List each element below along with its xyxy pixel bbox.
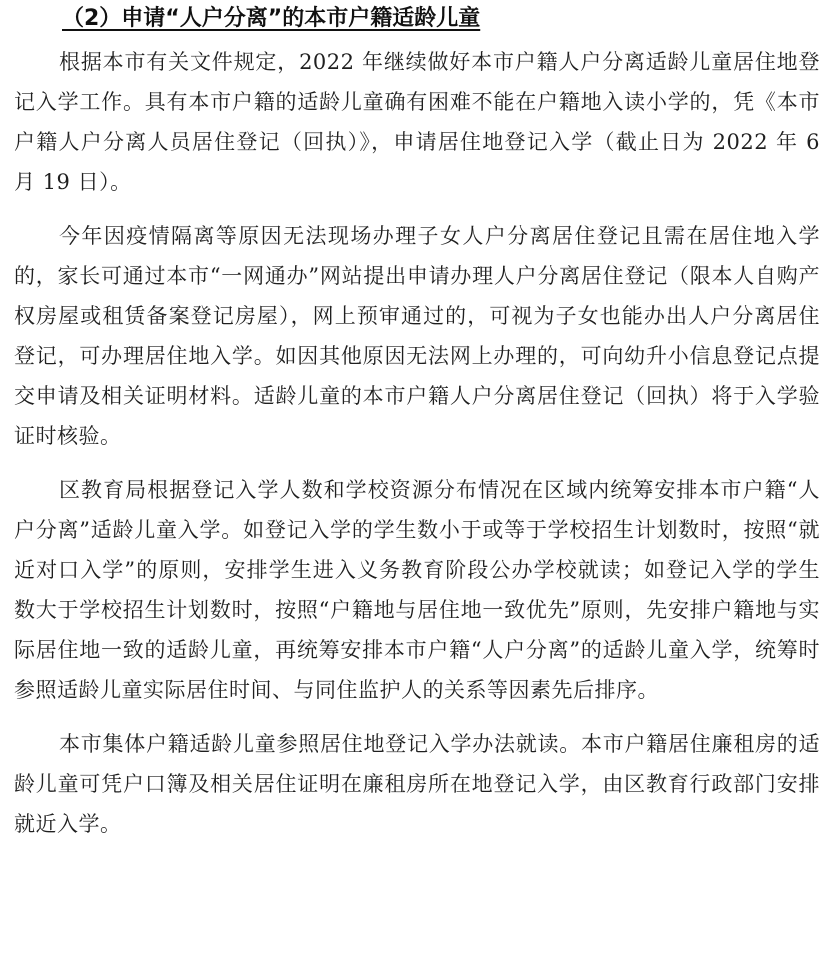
paragraph-collective-household: 本市集体户籍适龄儿童参照居住地登记入学办法就读。本市户籍居住廉租房的适龄儿童可凭户口簿及相关居住证明在廉租房所在地登记入学，由区教育行政部门安排就近入学。 [14,732,820,836]
paragraph-registration-rules: 根据本市有关文件规定，2022 年继续做好本市户籍人户分离适龄儿童居住地登记入学工作。具有本市户籍的适龄儿童确有困难不能在户籍地入读小学的，凭《本市户籍人户分离人员居住登记（回执）》，申请居住地登记入学（截止日为 2022 年 6 月 19 日）。 [14,50,820,194]
paragraph-online-application: 今年因疫情隔离等原因无法现场办理子女人户分离居住登记且需在居住地入学的，家长可通过本市“一网通办”网站提出申请办理人户分离居住登记（限本人自购产权房屋或租赁备案登记房屋），网上预审通过的，可视为子女也能办出人户分离居住登记，可办理居住地入学。如因其他原因无法网上办理的，可向幼升小信息登记点提交申请及相关证明材料。适龄儿童的本市户籍人户分离居住登记（回执）将于入学验证时核验。 [14,224,820,448]
section-heading: （2）申请“人户分离”的本市户籍适龄儿童 [62,6,481,31]
paragraph-admission-arrangement: 区教育局根据登记入学人数和学校资源分布情况在区域内统筹安排本市户籍“人户分离”适龄儿童入学。如登记入学的学生数小于或等于学校招生计划数时，按照“就近对口入学”的原则，安排学生进入义务教育阶段公办学校就读；如登记入学的学生数大于学校招生计划数时，按照“户籍地与居住地一致优先”原则，先安排户籍地与实际居住地一致的适龄儿童，再统筹安排本市户籍“人户分离”的适龄儿童入学，统筹时参照适龄儿童实际居住时间、与同住监护人的关系等因素先后排序。 [14,478,820,702]
